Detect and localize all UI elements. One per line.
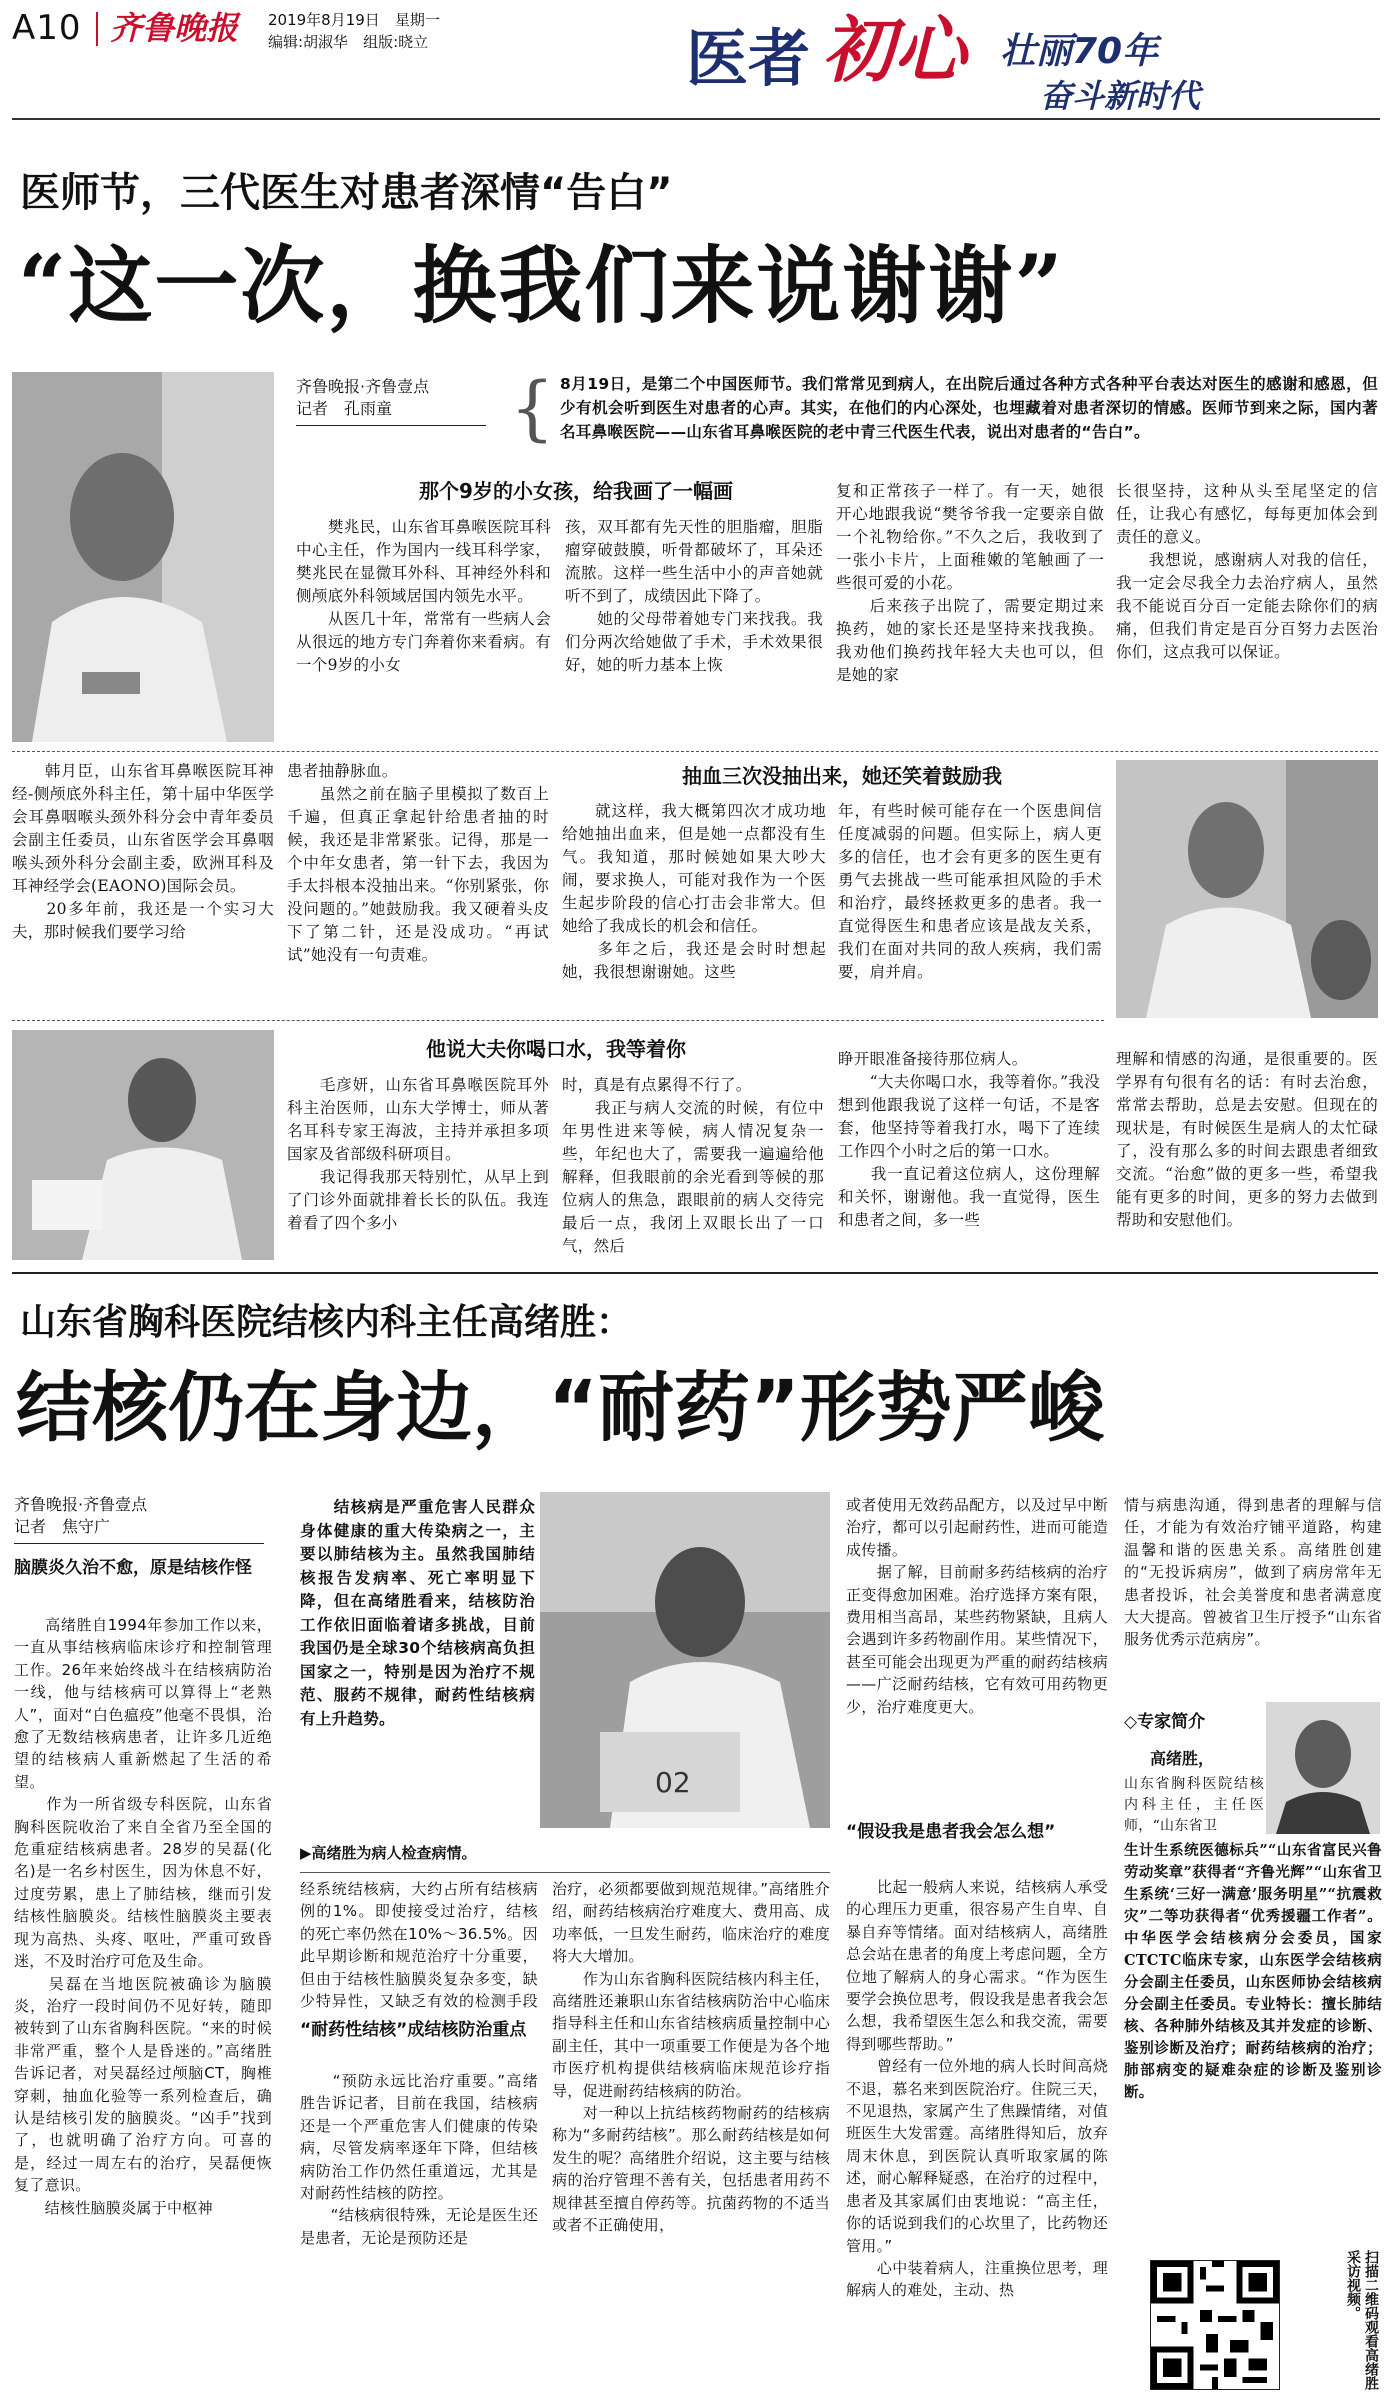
photo-mao-yanyan [12,1030,274,1260]
header-divider [96,12,98,46]
s3-col2: 时，真是有点累得不行了。 我正与病人交流的时候，有位中年男性进来等候，病人情况复杂一些，年纪也大了，需要我一遍遍给他解释，但我眼前的余光看到等候的那位病人的焦急，跟眼前的病人交待完最后一点，我闭上双眼长出了一口气，然后 [562,1076,824,1255]
story1-subhead-3: 他说大夫你喝口水，我等着你 [426,1037,686,1061]
story2-col2b: “预防永远比治疗重要。”高绪胜告诉记者，目前在我国，结核病还是一个严重危害人们健康的传染病，尽管发病率逐年下降，但结核病防治工作仍然任重道远，尤其是对耐药性结核的防控。 “结核病很特殊，无论是医生还是患者，无论是预防还是 [300,2072,538,2247]
story1-byline-reporter: 记者 孔雨童 [296,399,393,418]
story2-byline [14,1494,147,1538]
photo-han-yuechen [1116,760,1378,1018]
banner-heart: 初心 [822,7,967,92]
issue-date [268,10,440,30]
s1-col4: 长很坚持，这种从头至尾坚定的信任，让我心有感忆，每每更加体会到责任的意义。 我想说，感谢病人对我的信任，我一定会尽我全力去治疗病人，虽然我不能说百分百一定能去除你们的病痛，但我们肯定是百分百努力去医治你们，这点我可以保证。 [1116,482,1378,661]
s3-col3: 睁开眼准备接待那位病人。 “大夫你喝口水，我等着你。”我没想到他跟我说了这样一句话，不是客套，他坚持等着我打水，喝下了连续工作四个小时之后的第一口水。 我一直记着这位病人，这份理解和关怀，谢谢他。我一直觉得，医生和患者之间，多一些 [838,1050,1100,1229]
photo-gao-xusheng-portrait [1266,1702,1380,1834]
story2-col3: 治疗，必须都要做到规范规律。”高绪胜介绍，耐药结核病治疗难度大、费用高、成功率低，一旦发生耐药，临床治疗的难度将大大增加。 作为山东省胸科医院结核内科主任，高绪胜还兼职山东省结核病防治中心临床指导科主任和山东省结核病质量控制中心副主任，其中一项重要工作便是为各个地市医疗机构提供结核病临床规范诊疗指导，促进耐药结核病的防治。 对一种以上抗结核药物耐药的结核病称为“多耐药结核”。那么耐药结核是如何发生的呢？高绪胜介绍说，这主要与结核病的治疗管理不善有关，包括患者用药不规律甚至擅自停药等。抗菌药物的不适当或者不正确使用， [552,1880,830,2235]
qr-code[interactable] [1150,2260,1280,2390]
svg-text:02: 02 [655,1766,691,1799]
story2-col4a: 或者使用无效药品配方，以及过早中断治疗，都可以引起耐药性，进而可能造成传播。 据了解，目前耐多药结核病的治疗正变得愈加困难。治疗选择方案有限，费用相当高昂，某些药物紧缺，且病人会遇到许多药物副作用。某些情况下，甚至可能会出现更为严重的耐药结核病——广泛耐药结核，它有效可用药物更少，治疗难度更大。 [846,1496,1108,1716]
s2-col3: 就这样，我大概第四次才成功地给她抽出血来，但是她一点都没有生气。我知道，那时候她如果大吵大闹，要求换人，可能对我作为一个医生起步阶段的信心打击会非常大。但她给了我成长的机会和信任。 多年之后，我还是会时时想起她，我很想谢谢她。这些 [562,802,826,981]
weekday-text: 星期一 [394,11,440,29]
s2-col1: 韩月臣，山东省耳鼻喉医院耳神经-侧颅底外科主任，第十届中华医学会耳鼻咽喉头颈外科分会中青年委员会副主任委员，山东省医学会耳鼻咽喉头颈外科分会副主委，欧洲耳科及耳神经学会(EAONO)国际会员。 20多年前，我还是一个实习大夫，那时候我们要学习给 [12,762,274,941]
story2-byline-org: 齐鲁晚报·齐鲁壹点 [14,1495,148,1514]
photo-gao-xusheng-ward [540,1492,830,1828]
story1-byline-org: 齐鲁晚报·齐鲁壹点 [296,377,430,396]
s1-col1: 樊兆民，山东省耳鼻喉医院耳科中心主任，作为国内一线耳科学家，樊兆民在显微耳外科、耳神经外科和侧颅底外科领域居国内领先水平。 从医几十年，常常有一些病人会从很远的地方专门奔着你来看病。有一个9岁的小女 [296,518,551,674]
page-number: A10 [12,8,82,48]
s1-col2: 孩，双耳都有先天性的胆脂瘤，胆脂瘤穿破鼓膜，听骨都破坏了，耳朵还流脓。这样一些生活中小的声音她就听不到了，成绩因此下降了。 她的父母带着她专门来找我。我们分两次给她做了手术，手术效果很好，她的听力基本上恢 [565,518,823,674]
expert-bio: 山东省胸科医院结核内科主任，主任医师，“山东省卫 [1124,1776,1264,1834]
story1-headline: “这一次，换我们来说谢谢” [18,236,1065,335]
story2-pullquote: 结核病是严重危害人民群众身体健康的重大传染病之一，主要以肺结核为主。虽然我国肺结核报告发病率、死亡率明显下降，但在高绪胜看来，结核防治工作依旧面临着诸多挑战，目前我国仍是全球30个结核病高负担国家之一，特别是因为治疗不规范、服药不规律，耐药性结核病有上升趋势。 [300,1498,535,1728]
story1-byline [296,376,429,420]
expert-bio-cont: 生计生系统医德标兵”“山东省富民兴鲁劳动奖章”获得者“齐鲁光辉”“山东省卫生系统‘三好一满意’服务明星”“抗震救灾”二等功获得者“优秀援疆工作者”。中华医学会结核病分会委员，国家CTCTC临床专家，山东医学会结核病分会副主任委员，山东医师协会结核病分会副主任委员。专业特长：擅长肺结核、各种肺外结核及其并发症的诊断、鉴别诊断及治疗；耐药结核病的治疗；肺部病变的疑难杂症的诊断及鉴别诊断。 [1124,1842,1382,2101]
story2-col5: 情与病患沟通，得到患者的理解与信任，才能为有效治疗铺平道路，构建温馨和谐的医患关系。高绪胜创建的“无投诉病房”，做到了病房常年无患者投诉，社会美誉度和患者满意度大大提高。曾被省卫生厅授予“山东省服务优秀示范病房”。 [1124,1496,1382,1649]
masthead-logo: 齐鲁晚报 [110,9,239,47]
story1-lede: 8月19日，是第二个中国医师节。我们常常见到病人，在出院后通过各种方式各种平台表达对医生的感谢和感恩，但少有机会听到医生对患者的心声。其实，在他们的内心深处，也埋藏着对患者深切的情感。医师节到来之际，国内著名耳鼻喉医院——山东省耳鼻喉医院的老中青三代医生代表，说出对患者的“告白”。 [560,375,1378,441]
s2-col2: 患者抽静脉血。 虽然之前在脑子里模拟了数百上千遍，但真正拿起针给患者抽的时候，我还是非常紧张。记得，那是一个中年女患者，第一针下去，我因为手太抖根本没抽出来。“你别紧张，你没问题的。”她鼓励我。我又硬着头皮下了第二针，还是没成功。“再试试”她没有一句责难。 [287,762,549,964]
banner-new-era: 奋斗新时代 [1040,77,1201,115]
s3-col4: 理解和情感的沟通，是很重要的。医学界有句很有名的话：有时去治愈，常常去帮助，总是去安慰。但现在的现状是，有时候医生是病人的太忙碌了，没有那么多的时间去跟患者细致交流。“治愈”做的更多一些，希望我能有更多的时间，更多的努力去做到帮助和安慰他们。 [1116,1050,1378,1229]
layout-text: 组版:晓立 [363,33,429,51]
qr-caption: 扫描二维码观看高绪胜采访视频。 [1345,2250,1379,2390]
story2-subhead-2: “耐药性结核”成结核防治重点 [300,2020,527,2040]
s3-col1: 毛彦妍，山东省耳鼻喉医院耳外科主治医师，山东大学博士，师从著名耳科专家王海波，主持并承担多项国家及省部级科研项目。 我记得我那天特别忙，从早上到了门诊外面就排着长长的队伍。我连着看了四个多小 [287,1076,549,1232]
byline-rule-2 [14,1543,264,1544]
story-separator [12,1272,1378,1274]
editor-text: 编辑:胡淑华 [268,33,349,51]
banner-doctor: 医者 [686,22,811,95]
s1-col3: 复和正常孩子一样了。有一天，她很开心地跟我说“樊爷爷我一定要亲自做一个礼物给你。”不久之后，我收到了一张小卡片，上面稚嫩的笔触画了一些很可爱的小花。 后来孩子出院了，需要定期过来换药，她的家长还是坚持来找我换。我劝他们换药找年轻大夫也可以，但是她的家 [836,482,1104,684]
banner-70-years: 壮丽70年 [1000,31,1159,72]
photo-caption: ▶高绪胜为病人检查病情。 [300,1844,477,1862]
story2-col4b: 比起一般病人来说，结核病人承受的心理压力更重，很容易产生自卑、自暴自弃等情绪。面对结核病人，高绪胜总会站在患者的角度上考虑问题，全方位地了解病人的身心需求。“作为医生要学会换位思考，假设我是患者我会怎么想，我希望医生怎么和我交流，需要得到哪些帮助。” 曾经有一位外地的病人长时间高烧不退，慕名来到医院治疗。住院三天，不见退热，家属产生了焦躁情绪，对值班医生大发雷霆。高绪胜得知后，放弃周末休息，到医院认真听取家属的陈述，耐心解释疑惑，在治疗的过程中，患者及其家属们由衷地说：“高主任，你的话说到我们的心坎里了，比药物还管用。” 心中装着病人，注重换位思考，理解病人的难处，主动、热 [846,1878,1108,2300]
expert-title: ◇专家简介 [1124,1712,1206,1732]
s2-col4: 年，有些时候可能存在一个医患间信任度减弱的问题。但实际上，病人更多的信任，也才会有更多的医生更有勇气去挑战一些可能承担风险的手术和治疗，最终拯救更多的患者。我一直觉得医生和患者应该是战友关系，我们在面对共同的敌人疾病，我们需要，肩并肩。 [838,802,1102,981]
story1-subhead-1: 那个9岁的小女孩，给我画了一幅画 [419,479,733,503]
section-divider-1 [12,751,1378,752]
story1-subhead-2: 抽血三次没抽出来，她还笑着鼓励我 [682,764,1002,788]
story2-col1: 高绪胜自1994年参加工作以来，一直从事结核病临床诊疗和控制管理工作。26年来始终战斗在结核病防治一线，他与结核病可以算得上“老熟人”，面对“白色瘟疫”他毫不畏惧，治愈了无数结核病患者，让许多几近绝望的结核病人重新燃起了生活的希望。 作为一所省级专科医院，山东省胸科医院收治了来自全省乃至全国的危重症结核病患者。28岁的吴磊(化名)是一名乡村医生，因为休息不好，过度劳累，患上了肺结核，继而引发结核性脑膜炎。结核性脑膜炎主要表现为高热、头疼、呕吐，严重可致昏迷，不及时治疗可危及生命。 吴磊在当地医院被确诊为脑膜炎，治疗一段时间仍不见好转，随即被转到了山东省胸科医院。“来的时候非常严重，整个人是昏迷的。”高绪胜告诉记者，对吴磊经过颅脑CT，胸椎穿刺，抽血化验等一系列检查后，确认是结核引发的脑膜炎。“凶手”找到了，也就明确了治疗方向。可喜的是，经过一周左右的治疗，吴磊便恢复了意识。 结核性脑膜炎属于中枢神 [14,1616,272,2217]
date-text: 2019年8月19日 [268,11,380,29]
story2-subhead-3: “假设我是患者我会怎么想” [846,1822,1056,1842]
header-rule [12,118,1380,120]
caption-rule [300,1872,830,1873]
story2-kicker: 山东省胸科医院结核内科主任高绪胜： [20,1302,633,1343]
story1-kicker: 医师节，三代医生对患者深情“告白” [20,170,673,216]
byline-rule [296,425,486,426]
story2-byline-reporter: 记者 焦守广 [14,1517,111,1536]
photo-fan-zhaomin [12,372,274,742]
expert-name: 高绪胜， [1150,1749,1215,1768]
story2-subhead-1: 脑膜炎久治不愈，原是结核作怪 [14,1558,252,1578]
editor-info [268,32,428,52]
story2-col2: 经系统结核病，大约占所有结核病例的1%。即使接受过治疗，结核的死亡率仍然在10%～36.5%。因此早期诊断和规范治疗十分重要，但由于结核性脑膜炎复杂多变，缺少特异性，又缺乏有效的检测手段 [300,1880,538,2011]
story2-headline: 结核仍在身边，“耐药”形势严峻 [16,1363,1104,1452]
section-divider-2 [12,1020,1104,1021]
lede-brace: { [510,367,555,449]
